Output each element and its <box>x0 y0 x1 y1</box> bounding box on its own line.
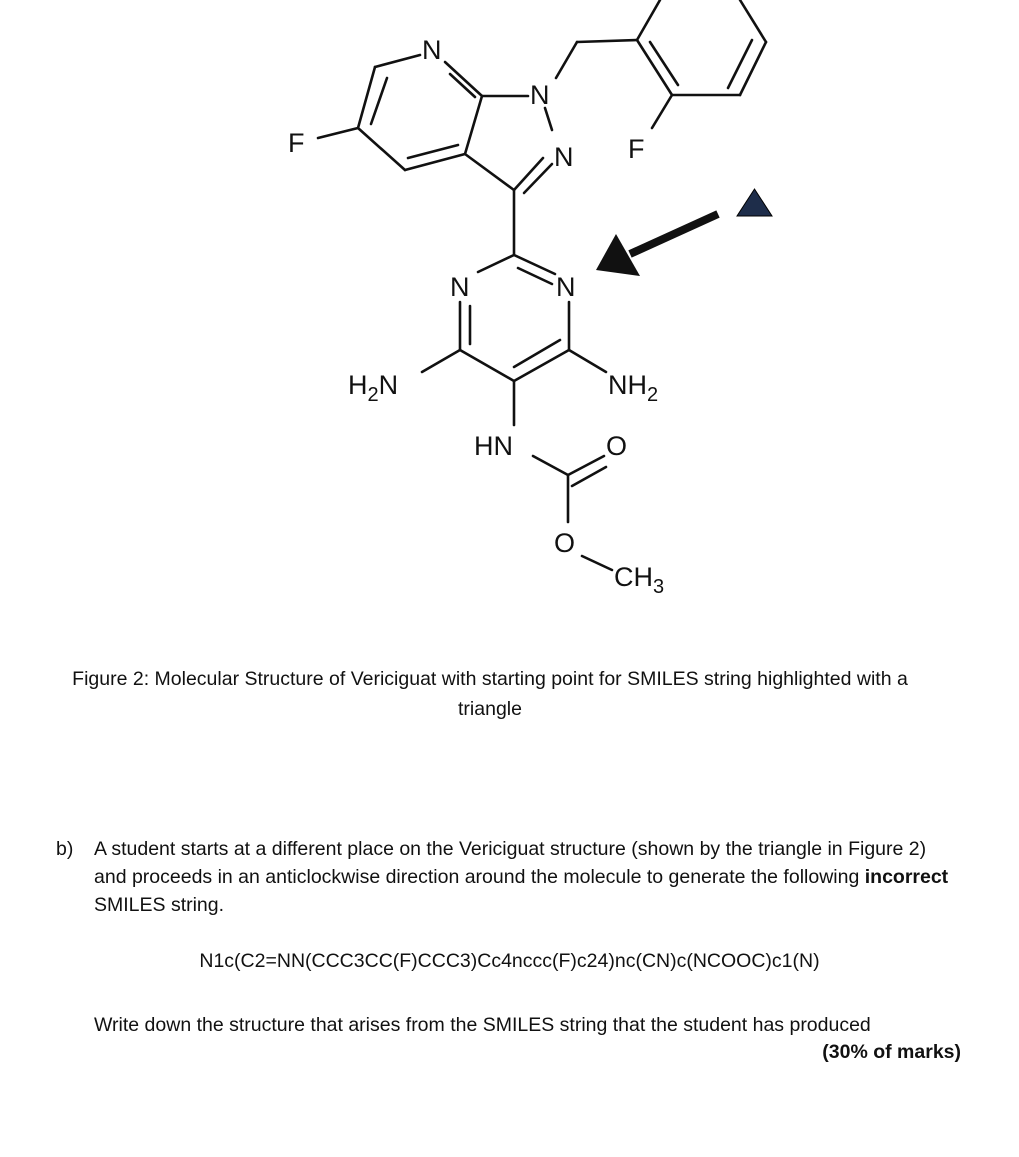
smiles-string: N1c(C2=NN(CCC3CC(F)CCC3)Cc4nccc(F)c24)nc(CN)c(NCOOC)c1(N) <box>199 950 820 972</box>
atom-nh2-right: $NH_2$ <box>608 370 659 406</box>
atom-f-pyridine: F <box>288 128 305 158</box>
fluorobenzyl-group <box>556 0 766 128</box>
atom-h2n-left: $H_2N$ <box>348 370 399 406</box>
atom-n-pyrimidine-right: N <box>556 272 576 302</box>
atom-hn-carbamate: HN <box>474 431 513 461</box>
figure-caption <box>20 664 960 724</box>
caption-line-2: triangle <box>458 698 522 720</box>
atom-n-pyrimidine-left: N <box>450 272 470 302</box>
atom-o-carbonyl: O <box>606 431 628 461</box>
question-text <box>94 835 956 919</box>
arrow-pointer <box>596 214 718 276</box>
question-text-part1: A student starts at a different place on the Vericiguat structure (shown by the triangle in Figure 2) and proceeds in an anticlockwise direction around the molecule to generate the following <box>94 838 927 888</box>
atom-n2-pyrazole: N <box>554 142 574 172</box>
question-b <box>56 835 956 919</box>
triangle-marker <box>737 189 772 216</box>
atom-f-benzyl: F <box>628 134 645 164</box>
question-text-bold: incorrect <box>864 866 949 888</box>
atom-n-pyridine: N <box>422 35 442 65</box>
marks-allocation: (30% of marks) <box>822 1041 961 1063</box>
question-instruction: Write down the structure that arises from the SMILES string that the student has produced <box>94 1014 871 1036</box>
atom-ch3: $CH_3$ <box>614 562 665 598</box>
atom-o-ester: O <box>554 528 576 558</box>
caption-line-1: Figure 2: Molecular Structure of Vericiguat with starting point for SMILES string highlighted with a <box>72 668 908 690</box>
question-text-part2: SMILES string. <box>94 894 225 916</box>
substituent-bonds <box>422 350 612 570</box>
pyrimidine-ring <box>460 255 569 381</box>
pyridine-ring <box>318 55 482 170</box>
question-label: b) <box>56 838 74 860</box>
atom-n1-pyrazole: N <box>530 80 550 110</box>
